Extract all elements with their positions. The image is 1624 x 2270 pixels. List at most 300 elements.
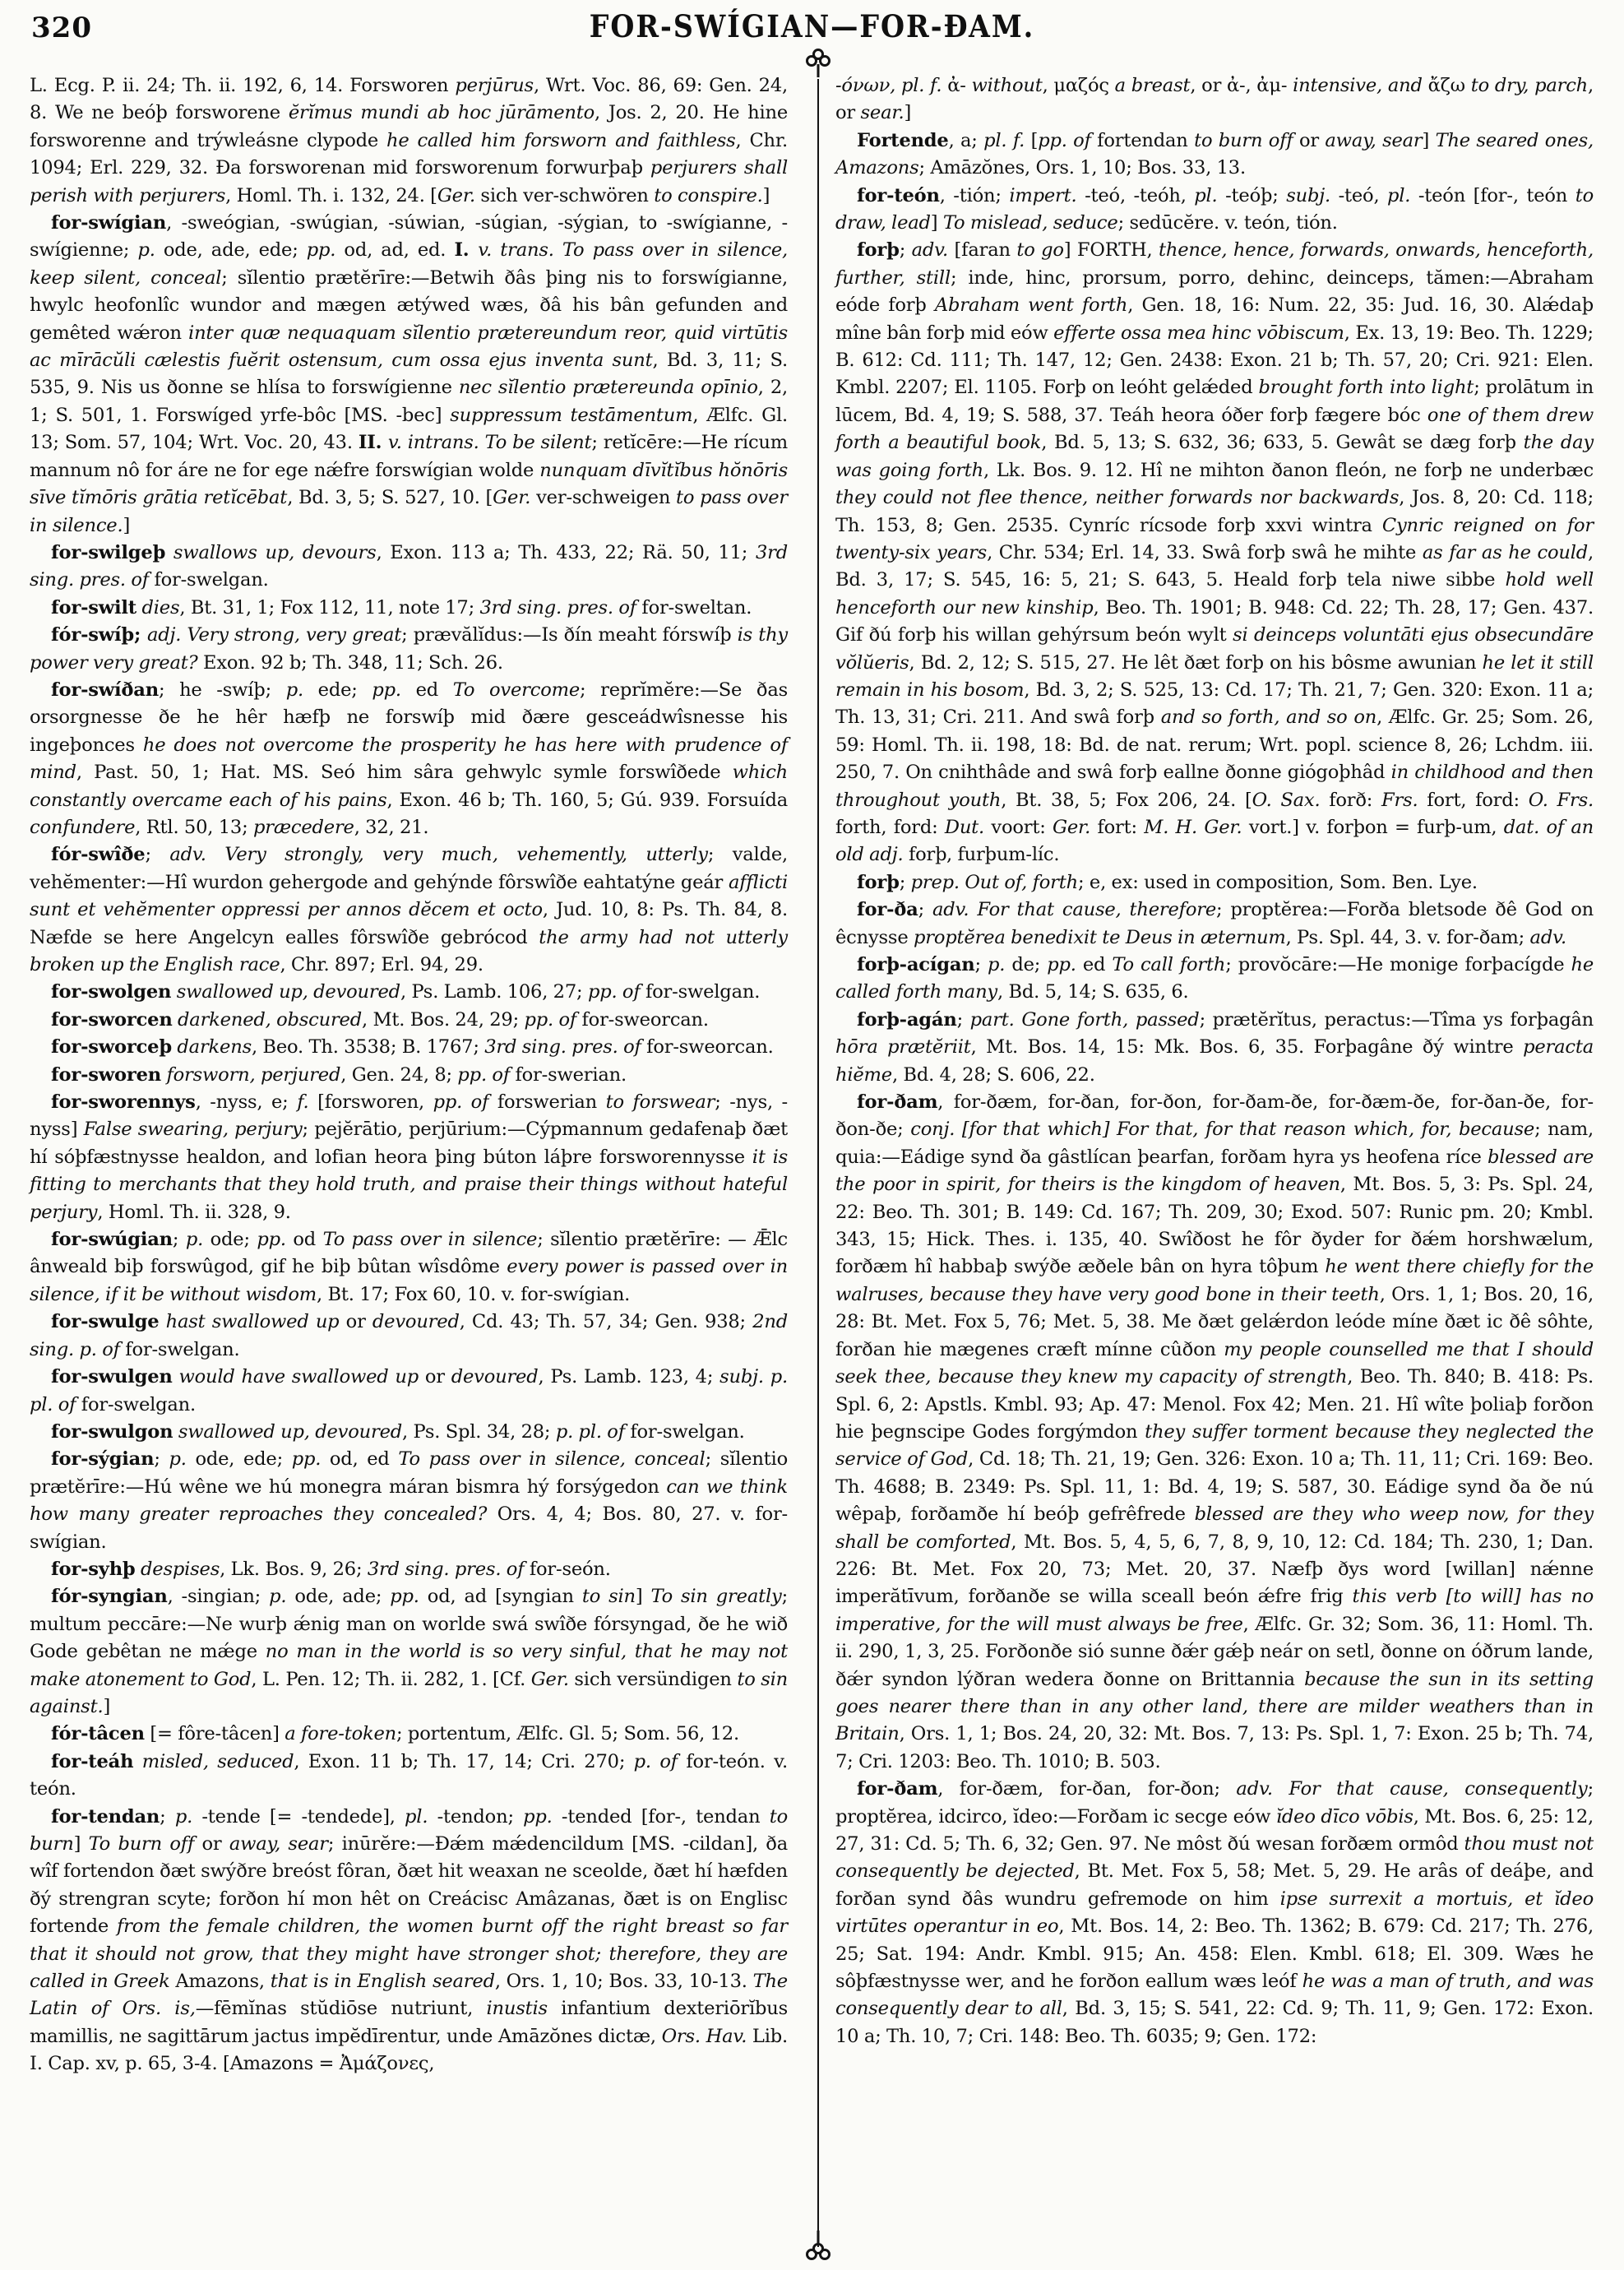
text-run: ; prætĕrĭtus, peractus:—Tîma ys forþagân: [1199, 1008, 1594, 1031]
dictionary-entry: [30, 210, 788, 540]
text-run: od, ad, ed.: [335, 239, 455, 262]
text-run: , Ex. 13, 19: Beo. Th. 1229; B. 612: Cd. 111; Th. 147, 12; Gen. 2438: Exon. 21 b; Th. 57, 20; Cri. 921: Elen. Kmbl. 2207; El. 1105. Forþ on leóht gelǽded: [835, 322, 1594, 399]
text-run: ]: [103, 1695, 111, 1717]
text-run: ; nam, quia:—Eádige synd ða gâstlícan þearfan, forðam hyra ys heofena ríce: [835, 1119, 1594, 1168]
text-run: ĕrĭmus mundi ab hoc jūrāmento: [288, 102, 595, 124]
text-run: for-ða: [856, 899, 918, 921]
text-run: for-sweltan.: [636, 596, 752, 618]
text-run: he let it still remain in his bosom: [835, 651, 1594, 701]
text-run: Ger.: [530, 1668, 569, 1690]
text-run: for-swíðan: [50, 679, 159, 701]
dictionary-entry: [30, 1749, 788, 1804]
text-run: ἄζω: [1422, 75, 1471, 96]
text-run: ]: [904, 102, 912, 124]
text-run: adv. For that cause, therefore: [932, 899, 1216, 921]
text-run: ]: [635, 1586, 651, 1608]
text-run: darkens: [171, 1036, 252, 1059]
text-run: , Bd. 2, 12; S. 515, 27. He lêt ðæt forþ on his bôsme awunian: [909, 651, 1483, 674]
text-run: impert.: [1009, 184, 1077, 206]
text-run: , Bd. 3, 17; S. 545, 16: 5, 21; S. 643, 5. Heald forþ tela niwe sibbe: [835, 541, 1594, 591]
text-run: adv. For that cause, consequently: [1236, 1778, 1588, 1800]
text-run: ; provŏcāre:—He monige forþacígde: [1225, 954, 1571, 975]
text-run: pp.: [291, 1448, 322, 1471]
text-run: I.: [454, 239, 479, 262]
text-run: , -sweógian, -swúgian, -súwian, -súgian, -sýgian, to -swígianne, -swígienne;: [30, 212, 788, 262]
text-run: [: [1025, 129, 1039, 151]
text-run: ; Amāzŏnes, Ors. 1, 10; Bos. 33, 13.: [918, 157, 1246, 179]
text-run: , Jos. 8, 20: Cd. 118; Th. 153, 8; Gen. 2535. Cynríc rícsode forþ xxvi wintra: [835, 487, 1594, 536]
text-run: , Bt. 17; Fox 60, 10. v. for-swígian.: [317, 1283, 631, 1305]
dictionary-entry: [30, 1034, 788, 1061]
text-run: for-swilgeþ: [50, 541, 166, 563]
text-run: fort:: [1090, 816, 1145, 838]
text-run: for-ðam: [856, 1091, 938, 1114]
dictionary-entry: [30, 1007, 788, 1034]
text-run: ; reprĭmĕre:—Se ðas orsorgnesse ðe he hêr hæfþ ne forswíþ mid ðære gesceádwîsnesse his ingeþonces: [30, 679, 789, 756]
text-run: Exon. 92 b; Th. 348, 11; Sch. 26.: [197, 651, 503, 674]
text-run: intensive, and: [1293, 75, 1423, 96]
text-run: 3rd sing. pres. of: [479, 596, 636, 618]
text-run: p.: [169, 1448, 187, 1471]
text-run: without: [971, 75, 1043, 96]
dictionary-entry: [835, 869, 1594, 896]
text-run: he does not overcome the prosperity he has here with prudence of mind: [30, 734, 788, 784]
text-run: , Bd. 4, 28; S. 606, 22.: [891, 1063, 1095, 1086]
text-run: for-swelgan.: [148, 569, 269, 591]
text-run: ; inūrĕre:—Ðǽm mǽdencildum [MS. -cildan], ða wîf fortendon ðæt swýðre breóst fôran, ðæt hit weaxan ne sceolde, ðæt hí hæfden ðý strengran scyte; forðon hí mon hêt on Creácisc Amâzanas, ðæt is on Englisc fortende: [30, 1833, 788, 1938]
text-run: Ors. Hav.: [661, 2025, 747, 2047]
text-run: hast swallowed up: [159, 1311, 340, 1333]
text-run: Fortende: [856, 129, 949, 151]
text-run: or: [1293, 129, 1326, 151]
text-run: and so forth, and so on: [1160, 706, 1377, 729]
page-number: 320: [31, 12, 92, 44]
text-run: To sin greatly: [650, 1586, 782, 1608]
text-run: 3rd sing. pres. of: [484, 1036, 641, 1059]
text-run: perjūrus: [455, 75, 534, 96]
text-run: p.: [137, 239, 155, 262]
text-run: fór-swîðe: [50, 844, 146, 866]
text-run: , Ors. 1, 1; Bos. 20, 16, 28: Bt. Met. Fox 5, 76; Met. 5, 38. Me ðæt gelǽrdon leóde míne ðæt ic ðê sôhte, forðan hie mægenes cræft mínne cûðon: [835, 1283, 1594, 1360]
text-run: , Chr. 897; Erl. 94, 29.: [280, 954, 483, 975]
dictionary-entry: [30, 540, 788, 595]
text-run: subj.: [1286, 184, 1331, 206]
text-run: ; proptĕrea:—Forða bletsode ðê God on êcnysse: [835, 899, 1594, 948]
text-run: forþ: [856, 871, 900, 893]
text-run: M. H. Ger.: [1144, 816, 1242, 838]
text-run: voort:: [984, 816, 1053, 838]
text-run: forþ, furþum-líc.: [903, 844, 1060, 866]
text-run: Frs.: [1381, 789, 1418, 811]
text-run: , Bd. 5, 14; S. 635, 6.: [997, 981, 1189, 1003]
text-run: perjurers shall perish with perjurers: [30, 157, 788, 206]
text-run: ;: [172, 1229, 186, 1251]
text-run: , Rtl. 50, 13;: [135, 816, 253, 838]
text-run: for-syhþ: [50, 1558, 136, 1580]
text-run: 3rd sing. pres. of: [367, 1558, 525, 1580]
text-run: is thy power very great?: [30, 624, 788, 674]
text-run: f.: [297, 1091, 309, 1114]
text-run: -teó, -teóh,: [1076, 184, 1195, 206]
text-run: [forsworen,: [308, 1091, 433, 1114]
text-run: blessed are the poor in spirit, for theirs is the kingdom of heaven: [835, 1146, 1594, 1196]
text-run: , Bd. 3, 15; S. 541, 22: Cd. 9; Th. 11, 9; Gen. 172: Exon. 10 a; Th. 10, 7; Cri. 148: Beo. Th. 6035; 9; Gen. 172:: [835, 1998, 1594, 2047]
text-run: —fēmĭnas stŭdiōse nutriunt,: [195, 1998, 487, 2020]
text-run: ; pejĕrātio, perjūrium:—Cýpmannum gedafenaþ ðæt hí sóþfæstnysse healdon, and lofian heora þing búton láþre forsworennysse: [30, 1119, 789, 1168]
text-run: , Chr. 534; Erl. 14, 33. Swâ forþ swâ he mihte: [987, 541, 1423, 563]
text-run: sich versündigen: [568, 1668, 738, 1690]
text-run: they could not flee thence, neither forwards nor backwards: [835, 487, 1400, 509]
text-run: od, ed: [321, 1448, 399, 1471]
text-run: conj. [for that which] For that, for that reason which, for, because: [910, 1119, 1535, 1141]
text-run: pl.: [1194, 184, 1218, 206]
text-run: , Mt. Bos. 14, 15: Mk. Bos. 6, 35. Forþagâne ðý wintre: [970, 1036, 1524, 1059]
text-run: away, sear: [1325, 129, 1423, 151]
text-run: ed: [400, 679, 453, 701]
text-run: every power is passed over in silence, if it be without wisdom: [30, 1256, 788, 1305]
text-run: ]: [762, 184, 770, 206]
text-run: for-swulge: [50, 1311, 160, 1333]
text-run: pl. f.: [983, 129, 1025, 151]
dictionary-entry: [30, 622, 788, 677]
text-run: from the female children, the women burnt off the right breast so far that it should not grow, that they might have stronger shot; therefore, they are called in Greek: [30, 1916, 788, 1993]
text-run: or: [339, 1311, 372, 1333]
text-run: , Ælfc. Gr. 32; Som. 36, 11: Homl. Th. ii. 290, 1, 3, 25. Forðonðe sió sunne ðǽr gǽþ neár on setl, ðonne on óðrum lande, ðǽr syndon lýðran wedera ðonne on Brittannia: [835, 1613, 1594, 1690]
text-run: for-swelgan.: [640, 981, 761, 1003]
text-run: fortendan: [1090, 129, 1195, 151]
text-run: for-sworcen: [50, 1008, 173, 1031]
text-run: The Latin of Ors. is,: [30, 1971, 788, 2020]
dictionary-entry: [30, 1309, 788, 1364]
text-run: , Gen. 18, 16: Num. 22, 35: Jud. 16, 30. Alǽdaþ mîne bân forþ mid eów: [835, 294, 1594, 344]
text-run: 3rd sing. pres. of: [30, 541, 788, 591]
text-run: infantium dexteriōrĭbus mamillis, ne sagittārum jactus impĕdīrentur, unde Amāzŏnes dictæ,: [30, 1998, 788, 2047]
dictionary-entry: [835, 1776, 1594, 2050]
dictionary-entry: [30, 677, 788, 841]
left-text-column: [30, 72, 788, 2078]
text-run: for-swúgian: [50, 1229, 173, 1251]
text-run: ; prævălĭdus:—Is ðín meaht fórswíþ: [401, 624, 738, 646]
text-run: , Ps. Lamb. 106, 27;: [400, 981, 588, 1003]
text-run: Dut.: [944, 816, 985, 838]
dictionary-entry: [835, 127, 1594, 183]
text-run: [= fôre-tâcen]: [144, 1723, 285, 1745]
text-run: for-teáh: [50, 1750, 134, 1772]
text-run: ; sĭlentio prætĕrīre:—Hú wêne we hú monegra máran bismra hý forsýgedon: [30, 1448, 788, 1498]
dictionary-entry: [835, 183, 1594, 238]
text-run: ;: [160, 1805, 175, 1828]
text-run: devoured: [372, 1311, 460, 1333]
text-run: ; portentum, Ælfc. Gl. 5; Som. 56, 12.: [396, 1723, 739, 1745]
text-run: for-swelgan.: [119, 1338, 240, 1360]
text-run: Ger.: [1053, 816, 1091, 838]
text-run: away, sear: [229, 1833, 328, 1855]
text-run: , for-ðæm, for-ðan, for-ðon, for-ðam-ðe, for-ðæm-ðe, for-ðan-ðe, for-ðon-ðe;: [835, 1091, 1594, 1141]
text-run: ; sĭlentio prætĕrīre: — Ǣlc ânweald biþ forswûgod, gif he biþ bûtan wîsdôme: [30, 1229, 788, 1278]
text-run: p.: [185, 1229, 204, 1251]
text-run: or: [194, 1833, 229, 1855]
text-run: to burn off: [1194, 129, 1293, 151]
text-run: for-sworen: [50, 1063, 161, 1086]
text-run: , Beo. Th. 840; B. 418: Ps. Spl. 6, 2: Apstls. Kmbl. 93; Ap. 47: Menol. Fox 42; Men. 21. Hî wîte þoliaþ forðon hie þegnscipe Godes forgýmdon: [835, 1366, 1594, 1443]
text-run: inustis: [486, 1998, 548, 2020]
text-run: ;: [145, 844, 170, 866]
text-run: to go: [1016, 239, 1064, 262]
text-run: to draw, lead: [835, 184, 1594, 234]
text-run: , Beo. Th. 3538; B. 1767;: [251, 1036, 485, 1059]
text-run: ; multum peccāre:—Ne wurþ ǽnig man on worlde swá swîðe fórsyngad, ðe he wið Gode gebêtan ne mǽge: [30, 1586, 788, 1663]
dictionary-entry: [30, 1583, 788, 1721]
text-run: Amazons,: [175, 1971, 271, 1993]
text-run: si deinceps voluntāti ejus obsecundāre vŏlŭeris: [835, 624, 1594, 674]
text-run: part. Gone forth, passed: [969, 1008, 1200, 1031]
text-run: Ger.: [493, 487, 531, 509]
text-run: nunquam dīvĭtĭbus hŏnōris sīve tĭmōris grātia retĭcēbat: [30, 459, 789, 509]
text-run: ; sĭlentio prætĕrīre:—Betwih ðâs þing nis to forswígianne, hwylc heofonlîc wundor and mægen ætýwed wæs, ðâ his bân gefunden and gemêted wǽron: [30, 266, 788, 344]
text-run: -tende [= -tendede],: [192, 1805, 405, 1828]
trefoil-ornament-icon: [803, 48, 833, 77]
text-run: for-sweorcan.: [641, 1036, 774, 1059]
text-run: præcedere: [252, 816, 354, 838]
text-run: pp.: [372, 679, 401, 701]
dictionary-entry: [835, 896, 1594, 952]
text-run: dies: [136, 596, 180, 618]
text-run: he called forth many: [835, 954, 1594, 1003]
text-run: thence, hence, forwards, onwards, henceforth, further, still: [835, 239, 1594, 289]
text-run: ; he -swíþ;: [158, 679, 286, 701]
text-run: fór-syngian: [50, 1586, 168, 1608]
text-run: to forswear: [605, 1091, 715, 1114]
text-run: , Bd. 3, 5; S. 527, 10. [: [287, 487, 493, 509]
text-run: the day was going forth: [835, 432, 1594, 481]
text-run: forð:: [1320, 789, 1382, 811]
dictionary-entry: [30, 1721, 788, 1748]
text-run: adv.: [911, 239, 949, 262]
text-run: peracta hiĕme: [835, 1036, 1594, 1086]
text-run: p. of: [633, 1750, 678, 1772]
dictionary-entry: [835, 72, 1594, 127]
text-run: , 32, 21.: [354, 816, 429, 838]
text-run: because the sun in its setting goes nearer there than in any other land, there are milder weathers than in Britain: [835, 1668, 1594, 1745]
text-run: misled, seduced: [133, 1750, 294, 1772]
text-run: ede;: [303, 679, 372, 701]
text-run: p. pl. of: [555, 1420, 625, 1443]
text-run: sich ver-schwören: [474, 184, 655, 206]
text-run: sear.: [860, 102, 905, 124]
text-run: ; retĭcēre:—He rícum mannum nô for áre ne for ege nǽfre forswígian wolde: [30, 432, 788, 481]
text-run: Cynric reigned on for twenty-six years: [835, 514, 1594, 563]
text-run: , 2, 1; S. 501, 1. Forswíged yrfe-bôc [MS. -bec]: [30, 377, 789, 426]
text-run: ] FORTH,: [1063, 239, 1159, 262]
right-text-column: [835, 72, 1594, 2050]
text-run: , a;: [948, 129, 984, 151]
text-run: Abraham went forth: [934, 294, 1128, 317]
running-header-title: FOR-SWÍGIAN—FOR-ÐAM.: [589, 8, 1035, 44]
text-run: , Bt. Met. Fox 5, 58; Met. 5, 29. He arâs of deáþe, and forðan synd ðâs wundru gefremode on him: [835, 1860, 1594, 1910]
dictionary-entry: [835, 1007, 1594, 1089]
text-run: v. intrans. To be silent: [387, 432, 592, 454]
dictionary-entry: [835, 1089, 1594, 1776]
text-run: , Exon. 46 b; Th. 160, 5; Gú. 939. Forsuída: [386, 789, 789, 811]
text-run: fór-tâcen: [50, 1723, 145, 1745]
text-run: can we think how many greater reproaches they concealed?: [30, 1476, 788, 1526]
text-run: forswerian: [488, 1091, 606, 1114]
text-run: no man in the world is so very sinful, that he may not make atonement to God: [30, 1641, 788, 1690]
text-run: ]: [1422, 129, 1436, 151]
text-run: , Cd. 43; Th. 57, 34; Gen. 938;: [459, 1311, 753, 1333]
text-run: , Jos. 2, 20. He hine forsworenne and trýwleásne clypode: [30, 102, 788, 151]
text-run: ]: [73, 1833, 89, 1855]
text-run: for-ðam: [856, 1778, 938, 1800]
text-run: fort, ford:: [1418, 789, 1529, 811]
text-run: ; proptĕrea, idcirco, ĭdeo:—Forðam ic secge eów: [835, 1778, 1594, 1828]
text-run: it is fitting to merchants that they hold truth, and praise their things without hateful perjury: [30, 1146, 788, 1223]
text-run: To pass over in silence: [322, 1229, 538, 1251]
text-run: fór-swíþ;: [50, 624, 147, 646]
text-run: ; e, ex: used in composition, Som. Ben. Lye.: [1078, 871, 1478, 893]
text-run: for-swerian.: [509, 1063, 627, 1086]
text-run: forth, ford:: [835, 816, 945, 838]
dictionary-entry: [30, 595, 788, 622]
text-run: pp. of: [1038, 129, 1091, 151]
dictionary-entry: [835, 952, 1594, 1007]
text-run: adj. Very strong, very great: [146, 624, 402, 646]
text-run: afflicti sunt et vehĕmenter oppressi per annos dĕcem et octo: [30, 871, 788, 921]
dictionary-entry: [30, 1226, 788, 1309]
text-run: -όνων, pl. f.: [835, 75, 942, 96]
text-run: subj. p. pl. of: [30, 1366, 788, 1415]
text-run: for-sýgian: [50, 1448, 155, 1471]
text-run: as far as he could: [1422, 541, 1589, 563]
dictionary-entry: [30, 1364, 788, 1419]
text-run: pp. of: [587, 981, 641, 1003]
text-run: [faran: [948, 239, 1017, 262]
text-run: , Ps. Spl. 44, 3. v. for-ðam;: [1285, 926, 1530, 948]
text-run: confundere: [30, 816, 136, 838]
text-run: , Cd. 18; Th. 21, 19; Gen. 326: Exon. 10 a; Th. 11, 11; Cri. 169: Beo. Th. 4688; B. 2349: Ps. Spl. 11, 1: Bd. 4, 19; S. 587, 30. Eádige synd ða ðe nú wêpaþ, forðamðe hí beóþ gefrêfrede: [835, 1448, 1594, 1526]
text-run: The seared ones, Amazons: [835, 129, 1594, 179]
dictionary-entry: [835, 237, 1594, 869]
text-run: suppressum testāmentum: [450, 404, 693, 426]
text-run: , or ἀ-, ἀμ-: [1190, 75, 1293, 96]
text-run: To call forth: [1112, 954, 1226, 975]
text-run: , Mt. Bos. 5, 3: Ps. Spl. 24, 22: Beo. Th. 301; B. 149: Cd. 167; Th. 209, 30; Exod. 507: Runic pm. 20; Kmbl. 343, 15; Hick. Thes. i. 135, 40. Swîðost he fôr ðyder for ðǽm horshwælum, forðæm hî habbaþ swýðe æðele bân on hyra tôþum: [835, 1174, 1594, 1278]
text-run: ;: [899, 871, 911, 893]
text-run: for-swulgon: [50, 1420, 174, 1443]
text-run: pl.: [1386, 184, 1411, 206]
dictionary-entry: [30, 979, 788, 1006]
text-run: my people counselled me that I should seek thee, because they knew my capacity of strength: [835, 1338, 1594, 1388]
text-run: pp.: [257, 1229, 286, 1251]
text-run: to sin: [581, 1586, 636, 1608]
text-run: to pass over in silence.: [30, 487, 789, 536]
text-run: ; prolātum in lūcem, Bd. 4, 19; S. 588, 37. Teáh heora óðer forþ fægere bóc: [835, 377, 1594, 426]
text-run: -teó,: [1330, 184, 1387, 206]
dictionary-entry: [30, 841, 788, 979]
text-run: , Bd. 3, 2; S. 525, 13: Cd. 17; Th. 21, 7; Gen. 320: Exon. 11 a; Th. 13, 31; Cri. 211. And swâ forþ: [835, 679, 1594, 729]
text-run: for-sworceþ: [50, 1036, 172, 1059]
text-run: vort.] v. forþon = furþ-um,: [1242, 816, 1504, 838]
text-run: to burn: [30, 1805, 788, 1855]
text-run: ; valde, vehĕmenter:—Hî wurdon gehergode and gehýnde fôrswîðe eahtatýne geár: [30, 844, 789, 893]
text-run: od: [285, 1229, 323, 1251]
text-run: L. Ecg. P. ii. 24; Th. ii. 192, 6, 14. Forsworen: [30, 75, 456, 96]
text-run: for-swolgen: [50, 981, 172, 1003]
text-run: , Mt. Bos. 5, 4, 5, 6, 7, 8, 9, 10, 12: Cd. 184; Th. 230, 1; Dan. 226: Bt. Met. Fox 20, 73; Met. 20, 37. Næfþ ðys word [willan] nǽnne imperătīvum, forðanðe se willa sceall beón ǽfre frig: [835, 1531, 1594, 1608]
text-run: p.: [269, 1586, 287, 1608]
text-run: -teóþ;: [1217, 184, 1287, 206]
text-run: v. trans. To pass over in silence, keep silent, conceal: [30, 239, 788, 289]
text-run: dat. of an old adj.: [835, 816, 1594, 866]
text-run: that is in English seared: [270, 1971, 495, 1993]
text-run: swallows up, devours: [165, 541, 377, 563]
text-run: adv.: [1529, 926, 1566, 948]
text-run: forþ: [856, 239, 900, 262]
text-run: -tendon;: [428, 1805, 524, 1828]
text-run: , Ælfc. Gr. 25; Som. 26, 59: Homl. Th. ii. 198, 18: Bd. de nat. rerum; Wrt. popl. science 8, 26; Lchdm. iii. 250, 7. On cnihthâde and swâ forþ eallne ðonne giógoþhâd: [835, 706, 1594, 784]
text-run: pp. of: [524, 1008, 577, 1031]
text-run: devoured: [451, 1366, 539, 1388]
text-run: , Mt. Bos. 14, 2: Beo. Th. 1362; B. 679: Cd. 217; Th. 276, 25; Sat. 194: Andr. Kmbl. 915; An. 458: Elen. Kmbl. 618; El. 309. Wæs he sôþfæstnysse wer, and he forðon eallum wæs leóf: [835, 1916, 1594, 1993]
text-run: p.: [285, 679, 303, 701]
text-run: , -singian;: [167, 1586, 270, 1608]
text-run: To burn off: [88, 1833, 195, 1855]
text-run: O. Frs.: [1528, 789, 1594, 811]
text-run: for-swelgan.: [624, 1420, 745, 1443]
text-run: thou must not consequently be dejected: [835, 1833, 1594, 1883]
text-run: To mislead, seduce: [942, 212, 1118, 234]
text-run: , Beo. Th. 1901; B. 948: Cd. 22; Th. 28, 17; Gen. 437. Gif ðú forþ his willan gehýrsum beón wylt: [835, 596, 1594, 646]
text-run: , Chr. 1094; Erl. 229, 32. Ða forsworenan mid forsworenum forwurþaþ: [30, 129, 788, 179]
text-run: a fore-token: [285, 1723, 397, 1745]
text-run: ; sedūcĕre. v. teón, tión.: [1117, 212, 1338, 234]
dictionary-entry: [30, 1804, 788, 2078]
text-run: , or: [835, 75, 1594, 124]
text-run: for-swulgen: [50, 1366, 173, 1388]
text-run: for-teón: [856, 184, 940, 206]
column-divider-rule: [817, 79, 819, 2247]
text-run: which constantly overcame each of his pains: [30, 762, 788, 811]
text-run: , Bt. 31, 1; Fox 112, 11, note 17;: [179, 596, 480, 618]
text-run: for-seón.: [524, 1558, 611, 1580]
text-run: , Homl. Th. i. 132, 24. [: [225, 184, 437, 206]
text-run: , Lk. Bos. 9. 12. Hî ne mihton ðanon fleón, ne forþ ne underbæc: [983, 459, 1594, 481]
text-run: inter quæ nequaquam sĭlentio prætereundum reor, quid virtūtis ac mīrācŭli cælestis fuĕrit ostensum, cum ossa ejus inventa sunt: [30, 322, 788, 372]
text-run: pp.: [390, 1586, 419, 1608]
text-run: Ors. 4, 4; Bos. 80, 27. v. for-swígian.: [30, 1503, 788, 1553]
text-run: O. Sax.: [1252, 789, 1321, 811]
text-run: for-sworennys: [50, 1091, 196, 1114]
text-run: , Ælfc. Gl. 13; Som. 57, 104; Wrt. Voc. 20, 43.: [30, 404, 789, 454]
text-run: , L. Pen. 12; Th. ii. 282, 1. [Cf.: [251, 1668, 531, 1690]
text-run: , Exon. 113 a; Th. 433, 22; Rä. 50, 11;: [376, 541, 756, 563]
text-run: adv. Very strongly, very much, vehemently, utterly: [169, 844, 708, 866]
text-run: prep. Out of, forth: [910, 871, 1079, 893]
text-run: ]: [123, 514, 131, 536]
text-run: proptĕrea benedixit te Deus in æternum: [913, 926, 1286, 948]
text-run: , Bd. 5, 13; S. 632, 36; 633, 5. Gewât se dæg forþ: [1041, 432, 1524, 454]
text-run: , Gen. 24, 8;: [340, 1063, 458, 1086]
text-run: to sin against.: [30, 1668, 788, 1717]
text-run: would have swallowed up: [172, 1366, 419, 1388]
text-run: , Homl. Th. ii. 328, 9.: [97, 1201, 291, 1223]
text-run: To pass over in silence, conceal: [398, 1448, 706, 1471]
text-run: , Ors. 1, 10; Bos. 33, 10-13.: [494, 1971, 753, 1993]
text-run: False swearing, perjury: [83, 1119, 303, 1141]
dictionary-entry: [30, 1419, 788, 1446]
text-run: for-swilt: [50, 596, 137, 618]
text-run: a breast: [1114, 75, 1191, 96]
